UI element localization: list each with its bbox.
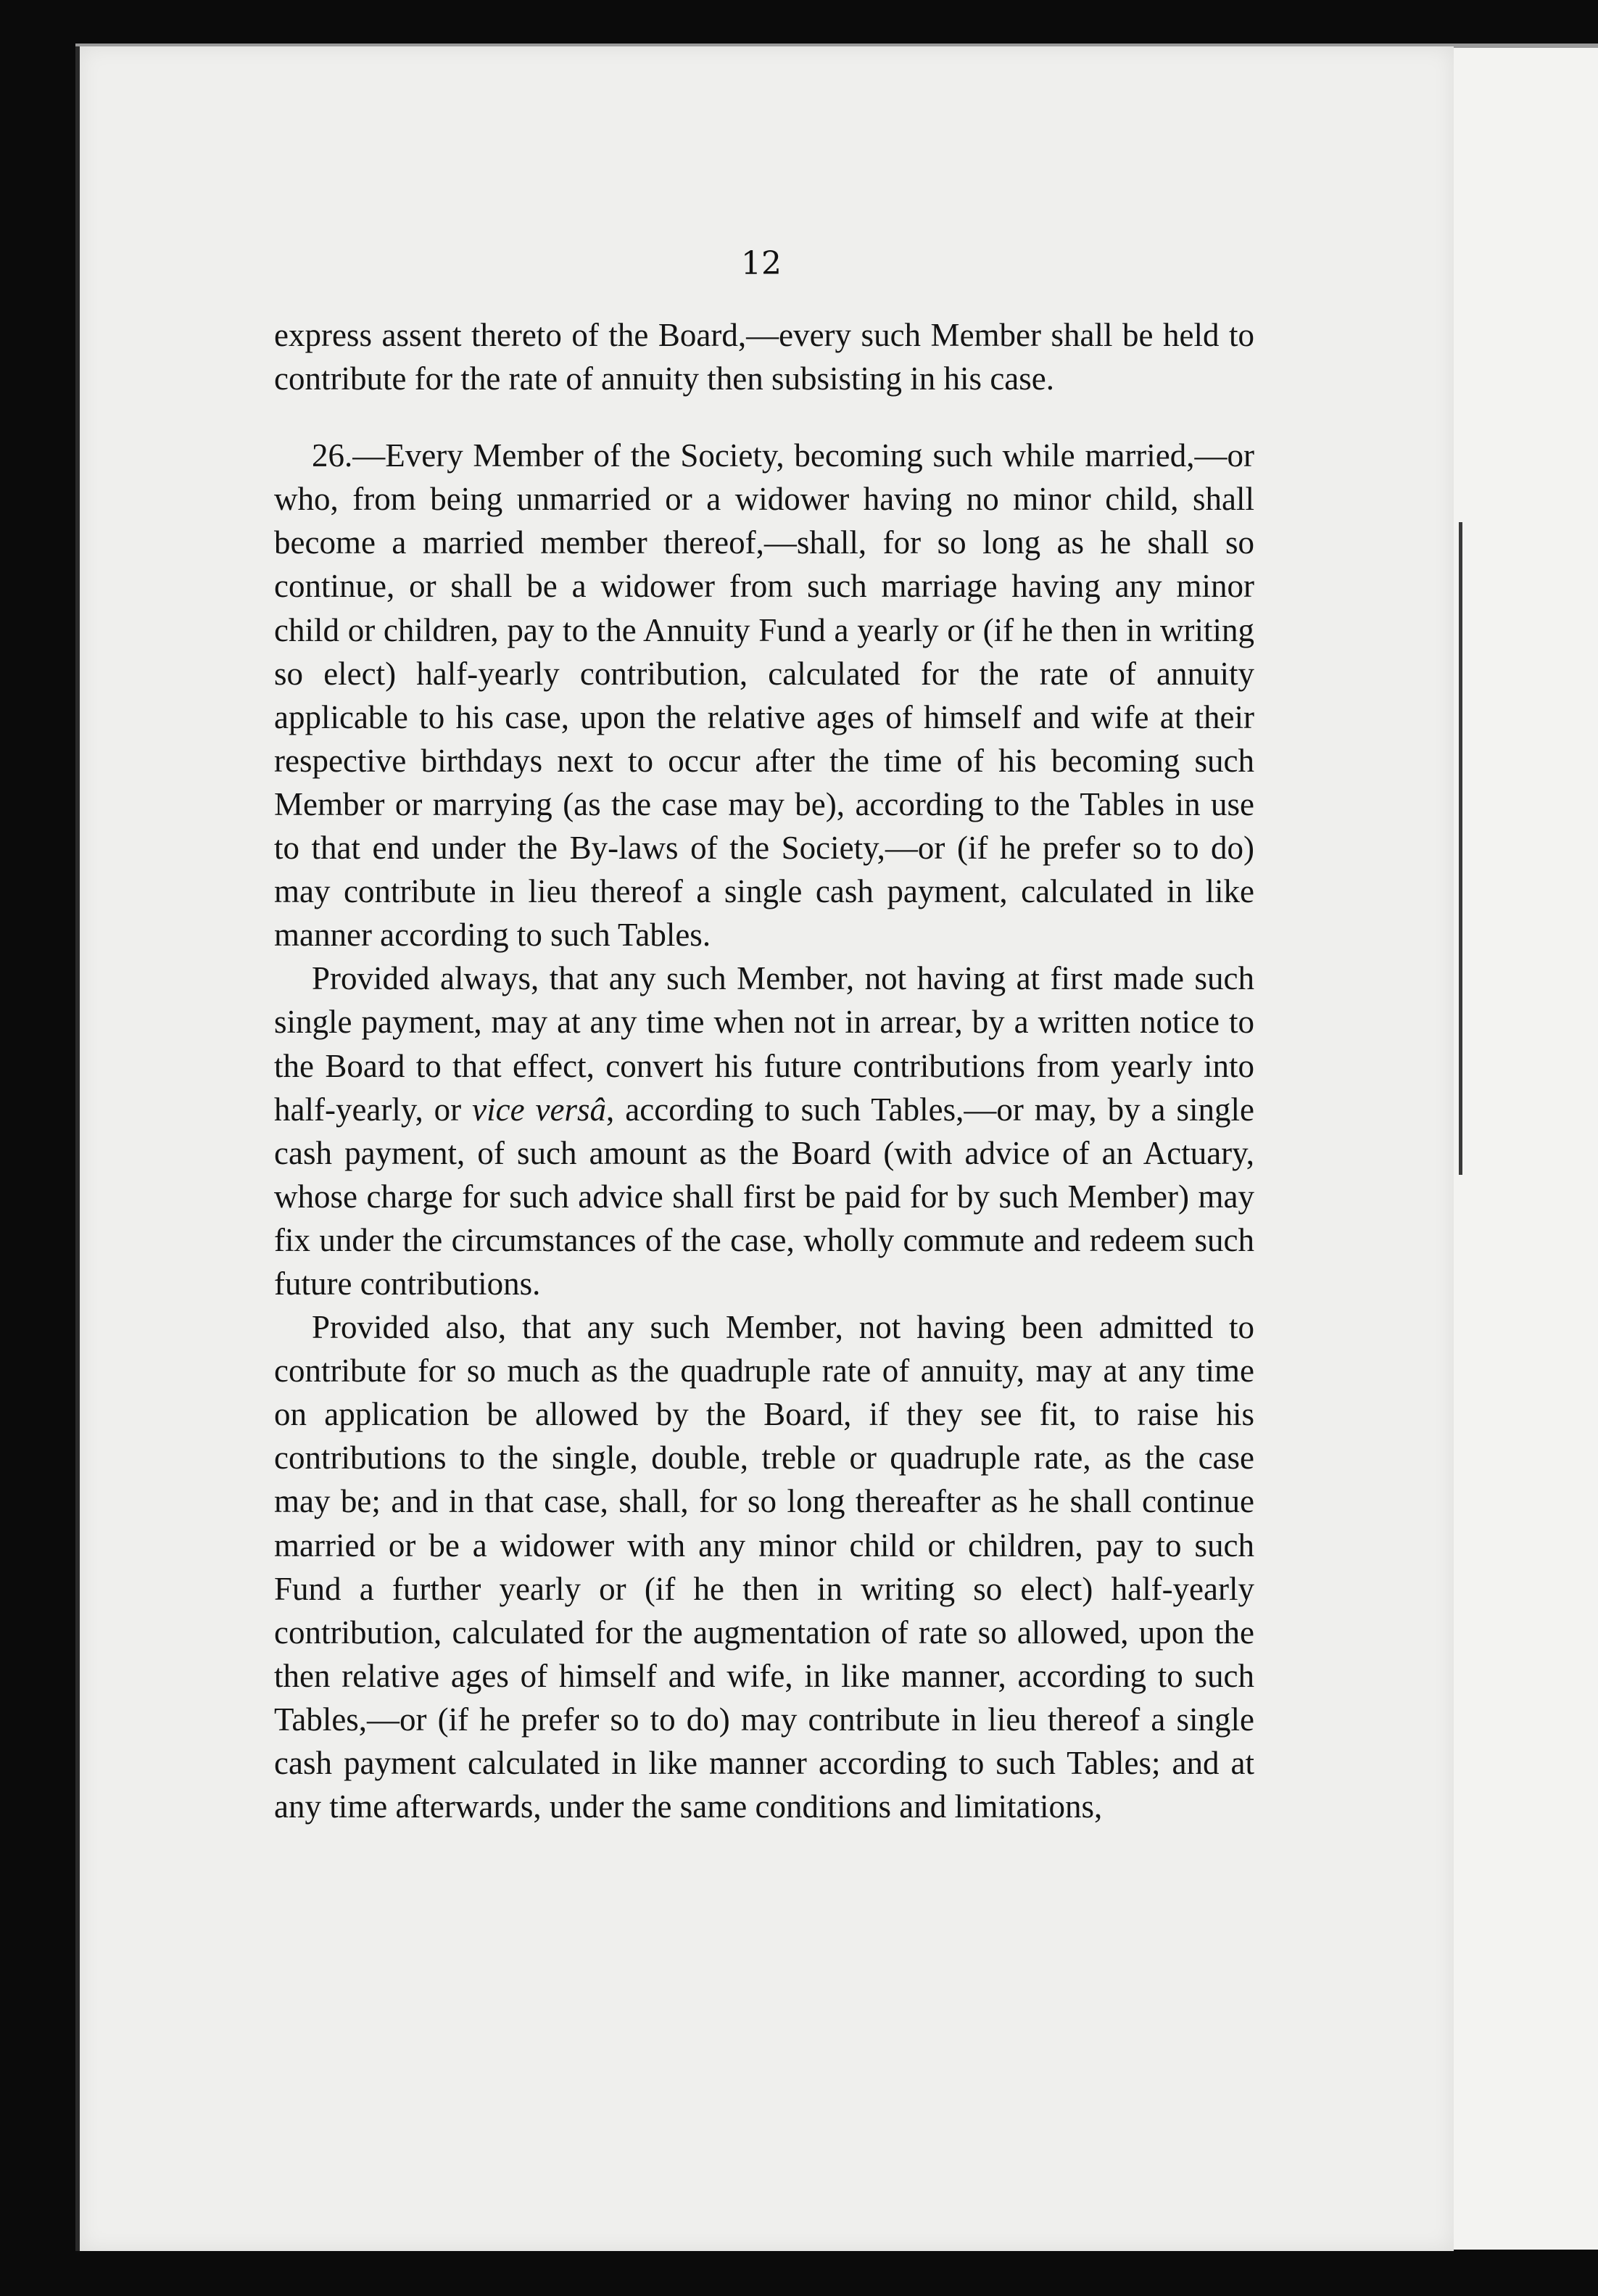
- proviso-1-text-before: Provided always, that any such Member, not having at first made such single payment, may at any time when not in arrear, by a written notice to the Board to that effect, convert his future contributions from yearly into half-yearly, or: [274, 960, 1254, 1128]
- paragraph-proviso-1: [274, 957, 1254, 1305]
- next-page-edge: [1446, 48, 1598, 2250]
- paragraph-section-26: 26.—Every Member of the Society, becoming such while married,—or who, from being unmarried or a widower having no minor child, shall become a married member thereof,—shall, for so long as he shall so continue, or shall be a widower from such marriage having any minor child or children, pay to the Annuity Fund a yearly or (if he then in writing so elect) half-yearly contribution, calculated for the rate of annuity applicable to his case, upon the relative ages of himself and wife at their respective birthdays next to occur after the time of his becoming such Member or marrying (as the case may be), according to the Tables in use to that end under the By-laws of the Society,—or (if he prefer so to do) may contribute in lieu thereof a single cash payment, calculated in like manner according to such Tables.: [274, 437, 1254, 954]
- paragraph-proviso-2: Provided also, that any such Member, not having been admitted to contribute for so much as the quadruple rate of annuity, may at any time on application be allowed by the Board, if they see fit, to raise his contributions to the single, double, treble or quadruple rate, as the case may be; and in that case, shall, for so long thereafter as he shall continue married or be a widower with any minor child or children, pay to such Fund a further yearly or (if he then in writing so elect) half-yearly contribution, calculated for the augmentation of rate so allowed, upon the then relative ages of himself and wife, in like manner, according to such Tables,—or (if he prefer so to do) may contribute in lieu thereof a single cash payment calculated in like manner according to such Tables; and at any time afterwards, under the same conditions and limitations,: [274, 1309, 1254, 1825]
- paragraph-continuation: express assent thereto of the Board,—every such Member shall be held to contribute for the rate of annuity then subsisting in his case.: [274, 317, 1254, 397]
- proviso-1-text-after: , according to such Tables,—or may, by a single cash payment, of such amount as the Board (with advice of an Actuary, whose charge for such advice shall first be paid for by such Member) may fix under the circumstances of the case, wholly commute and redeem such future contributions.: [274, 1091, 1254, 1302]
- proviso-1-italic-phrase: vice versâ: [472, 1091, 607, 1128]
- binding-fold: [1459, 522, 1462, 1175]
- page-number: 12: [741, 245, 782, 282]
- body-text: [274, 313, 1254, 1828]
